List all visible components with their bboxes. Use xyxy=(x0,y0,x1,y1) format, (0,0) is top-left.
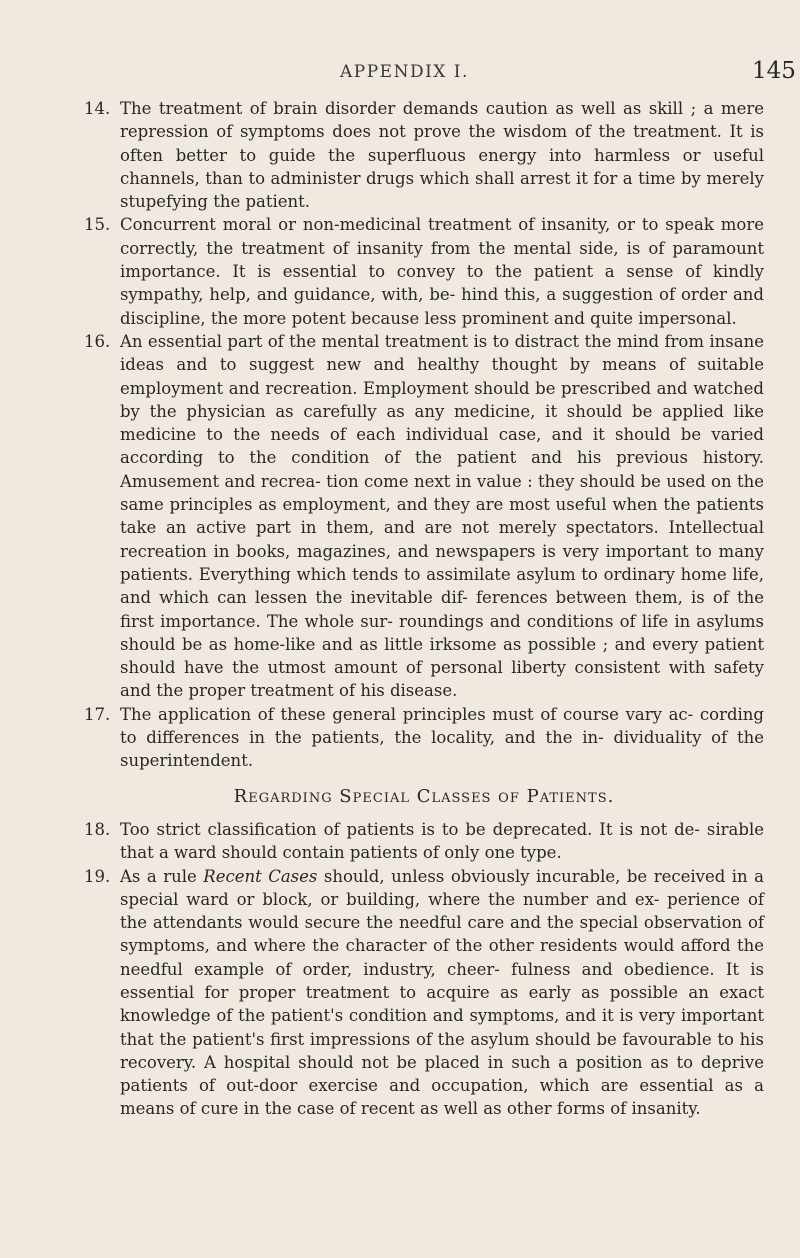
running-head: APPENDIX I. xyxy=(340,62,469,82)
paragraph-text: Too strict classification of patients is to be deprecated. It is not de- sirable that a ward should contain patients of only one type. xyxy=(120,819,764,863)
paragraph-text: An essential part of the mental treatment is to distract the mind from insane ideas and to suggest new and healthy thought by means of suitable employment and recreation. Employment should be prescribed and watched by the physician as carefully as any medicine, it should be applied like medicine to the needs of each individual case, and it should be varied according to the condition of the patient and his previous history. Amusement and recrea- tion come next in value : they should be used on the same principles as employment, and they are most useful when the patients take an active part in them, and are not merely spectators. Intellectual recreation in books, magazines, and newspapers is very important to many patients. Everything which tends to assimilate asylum to ordinary home life, and which can lessen the inevitable dif- ferences between them, is of the first importance. The whole sur- roundings and conditions of life in asylums should be as home-like and as little irksome as possible ; and every patient should have the utmost amount of personal liberty consistent with safety and the proper treatment of his disease. xyxy=(120,331,764,701)
paragraph-text: Concurrent moral or non-medicinal treatment of insanity, or to speak more correctly, the treatment of insanity from the mental side, is of paramount importance. It is essential to convey to the patient a sense of kindly sympathy, help, and guidance, with, be- hind this, a suggestion of order and discipline, the more potent because less prominent and quite impersonal. xyxy=(120,215,764,328)
paragraph-14 xyxy=(84,97,764,213)
page-header xyxy=(0,58,800,92)
paragraph-text: The application of these general principles must of course vary ac- cording to differences in the patients, the locality, and the in- dividuality of the superintendent. xyxy=(120,704,764,771)
paragraph-text: The treatment of brain disorder demands caution as well as skill ; a mere repression of symptoms does not prove the wisdom of the treatment. It is often better to guide the superfluous energy into harmless or useful channels, than to administer drugs which shall arrest it for a time by merely stupefying the patient. xyxy=(120,99,764,212)
paragraph-number: 18. xyxy=(84,819,111,839)
paragraph-number: 15. xyxy=(84,215,111,235)
page-number: 145 xyxy=(752,58,796,84)
section-heading: Regarding Special Classes of Patients. xyxy=(233,785,615,807)
paragraph-text-lead: As a rule xyxy=(120,866,204,886)
paragraph-number: 19. xyxy=(84,866,111,886)
paragraph-19 xyxy=(84,865,764,1121)
paragraph-text-rest: should, unless obviously incurable, be received in a special ward or block, or building, where the number and ex- perience of the attendants would secure the needful care and the special observation of symptoms, and where the character of the other residents would afford the needful example of order, industry, cheer- fulness and obedience. It is essential for proper treatment to acquire as early as possible an exact knowledge of the patient's condition and symptoms, and it is very important that the patient's first impressions of the asylum should be favourable to his recovery. A hospital should not be placed in such a position as to deprive patients of out-door exercise and occupation, which are essential as a means of cure in the case of recent as well as other forms of insanity. xyxy=(120,866,764,1119)
paragraph-number: 16. xyxy=(84,331,111,351)
body-text xyxy=(84,97,764,1121)
paragraph-number: 17. xyxy=(84,704,111,724)
paragraph-number: 14. xyxy=(84,99,111,118)
italic-term: Recent Cases xyxy=(203,866,318,886)
paragraph-17 xyxy=(84,703,764,773)
paragraph-15 xyxy=(84,213,764,329)
paragraph-16 xyxy=(84,330,764,703)
paragraph-18 xyxy=(84,818,764,865)
